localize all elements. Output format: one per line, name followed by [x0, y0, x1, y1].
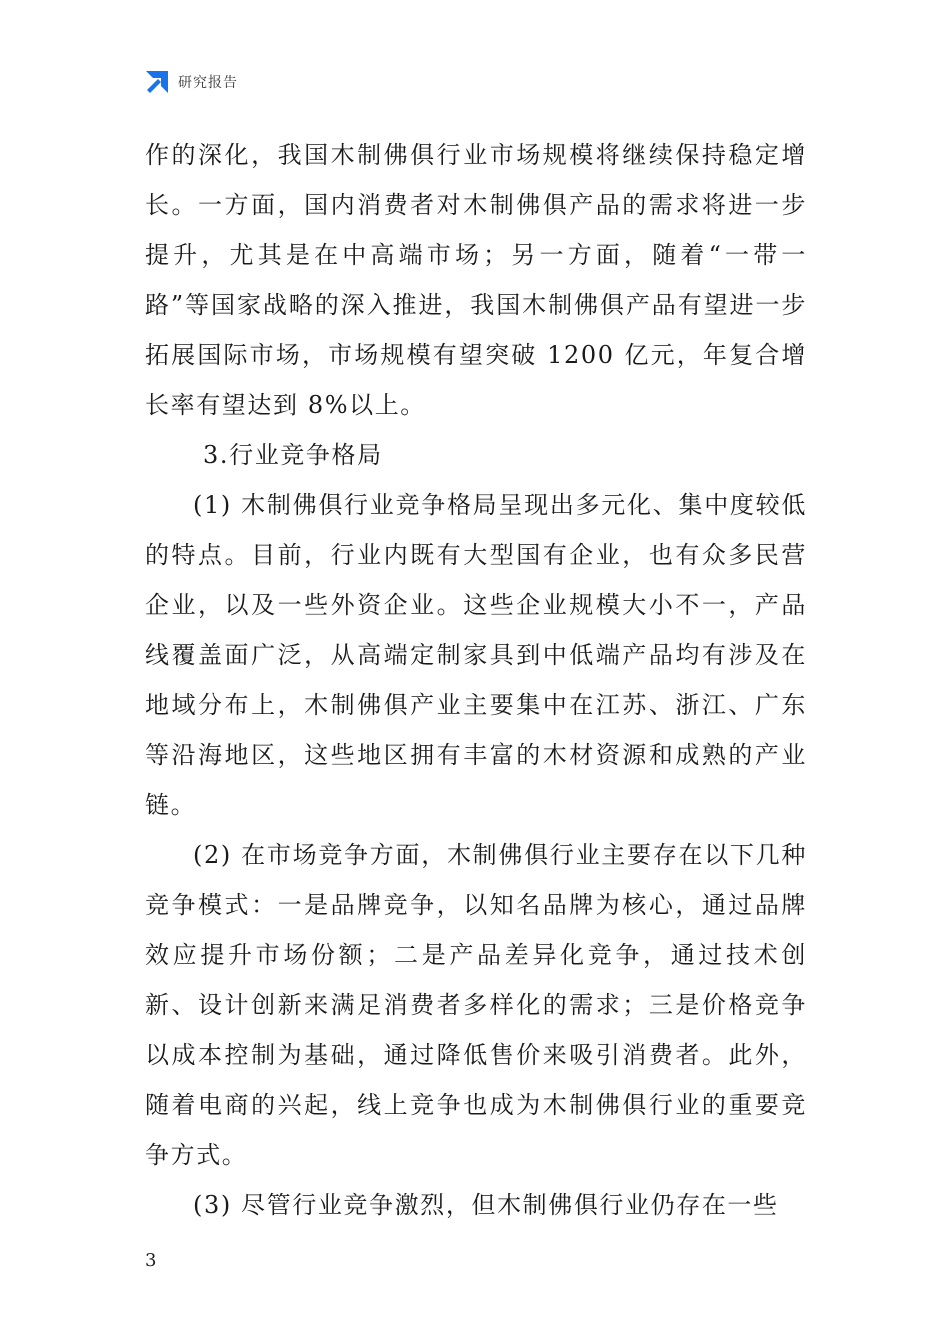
section-heading: 3.行业竞争格局	[203, 441, 383, 469]
arrow-up-right-icon	[144, 69, 170, 95]
page-number: 3	[145, 1250, 157, 1271]
page-header	[144, 68, 238, 96]
header-title: 研究报告	[178, 75, 238, 91]
document-body	[145, 130, 807, 1230]
paragraph-1: (1) 木制佛俱行业竞争格局呈现出多元化、集中度较低的特点。目前，行业内既有大型国有企业，也有众多民营企业，以及一些外资企业。这些企业规模大小不一，产品线覆盖面广泛，从高端定制家具到中低端产品均有涉及在地域分布上，木制佛俱产业主要集中在江苏、浙江、广东等沿海地区，这些地区拥有丰富的木材资源和成熟的产业链。	[145, 491, 807, 819]
paragraph-3: (3) 尽管行业竞争激烈，但木制佛俱行业仍存在一些	[193, 1191, 779, 1219]
paragraph-continuation: 作的深化，我国木制佛俱行业市场规模将继续保持稳定增长。一方面，国内消费者对木制佛俱产品的需求将进一步提升，尤其是在中高端市场；另一方面，随着“一带一路”等国家战略的深入推进，我国木制佛俱产品有望进一步拓展国际市场，市场规模有望突破 1200 亿元，年复合增长率有望达到 8%以上。	[145, 141, 807, 419]
paragraph-2: (2) 在市场竞争方面，木制佛俱行业主要存在以下几种竞争模式：一是品牌竞争，以知名品牌为核心，通过品牌效应提升市场份额；二是产品差异化竞争，通过技术创新、设计创新来满足消费者多样化的需求；三是价格竞争以成本控制为基础，通过降低售价来吸引消费者。此外，随着电商的兴起，线上竞争也成为木制佛俱行业的重要竞争方式。	[145, 841, 807, 1169]
